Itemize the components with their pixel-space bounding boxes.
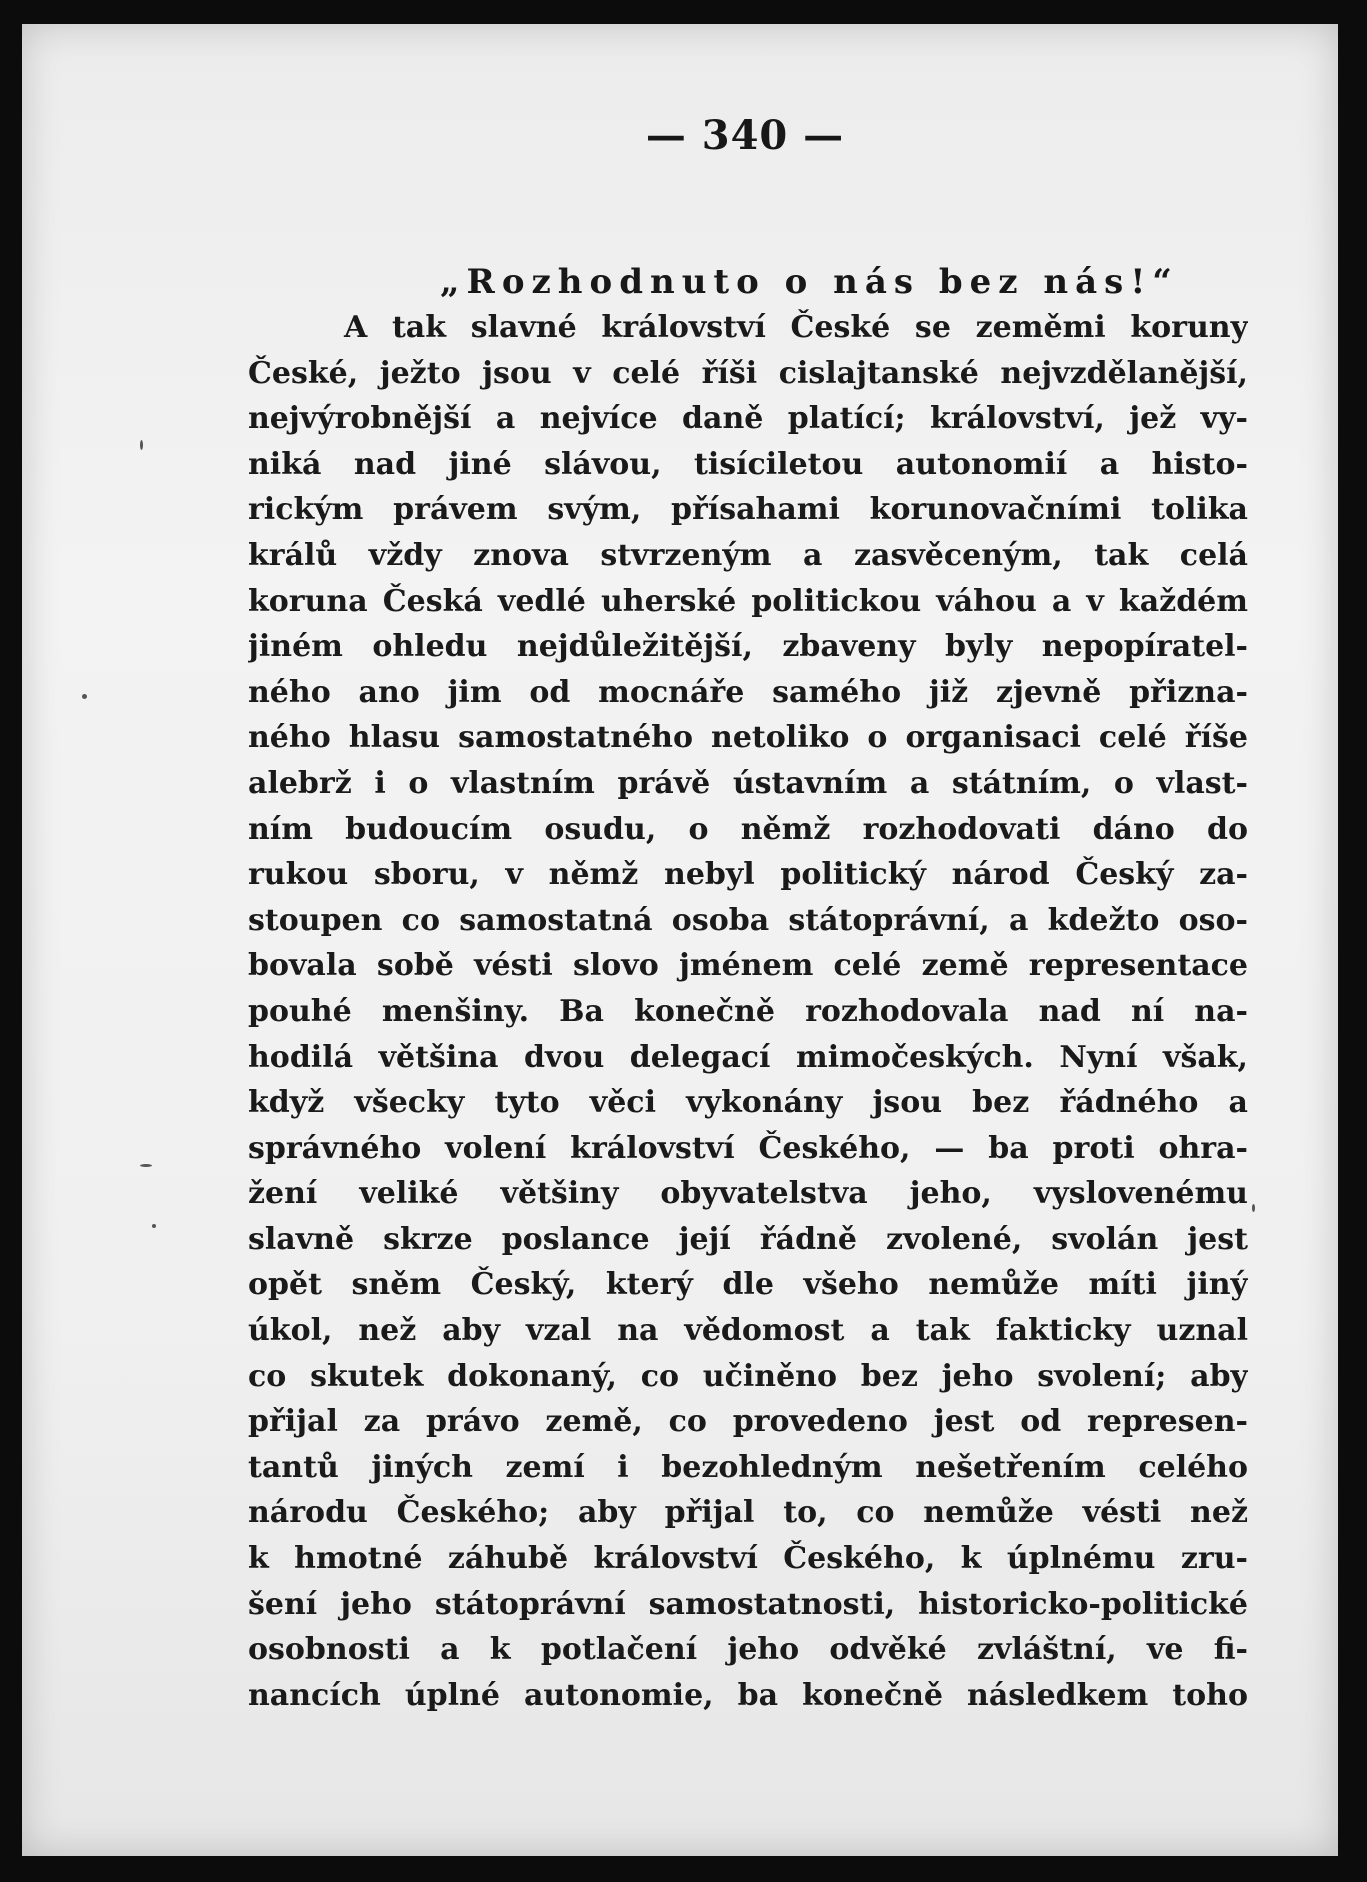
- text-line: co skutek dokonaný, co učiněno bez jeho svolení; aby: [248, 1358, 1248, 1394]
- text-line: šení jeho státoprávní samostatnosti, historicko-politické: [248, 1586, 1248, 1622]
- text-line: nancích úplné autonomie, ba konečně následkem toho: [248, 1677, 1248, 1713]
- dust-speck: [152, 1224, 156, 1228]
- text-line: hodilá většina dvou delegací mimočeských. Nyní však,: [248, 1039, 1248, 1075]
- text-line: rukou sboru, v němž nebyl politický národ Český za-: [248, 857, 1248, 893]
- section-heading: „Rozhodnuto o nás bez nás!“: [440, 262, 1179, 302]
- text-line: České, ježto jsou v celé říši cislajtanské nejvzdělanější,: [248, 355, 1248, 391]
- text-line: niká nad jiné slávou, tisíciletou autonomií a histo-: [248, 446, 1248, 482]
- text-line: opět sněm Český, který dle všeho nemůže míti jiný: [248, 1267, 1248, 1303]
- page-number: — 340 —: [645, 112, 845, 159]
- text-line: národu Českého; aby přijal to, co nemůže vésti než: [248, 1495, 1248, 1531]
- text-line: koruna Česká vedlé uherské politickou váhou a v každém: [248, 583, 1248, 619]
- text-line: nejvýrobnější a nejvíce daně platící; království, jež vy-: [248, 401, 1248, 437]
- text-line: ného ano jim od mocnáře samého již zjevně přizna-: [248, 674, 1248, 710]
- body-paragraph: [248, 305, 1248, 1718]
- text-line: žení veliké většiny obyvatelstva jeho, vyslovenému: [248, 1176, 1248, 1212]
- text-line: pouhé menšiny. Ba konečně rozhodovala nad ní na-: [248, 993, 1248, 1029]
- text-line: když všecky tyto věci vykonány jsou bez řádného a: [248, 1085, 1248, 1121]
- text-line: stoupen co samostatná osoba státoprávní, a kdežto oso-: [248, 902, 1248, 938]
- text-line: bovala sobě vésti slovo jménem celé země representace: [248, 948, 1248, 984]
- text-line: ním budoucím osudu, o němž rozhodovati dáno do: [248, 811, 1248, 847]
- text-line: správného volení království Českého, — ba proti ohra-: [248, 1130, 1248, 1166]
- dust-speck: [82, 694, 87, 699]
- text-line: slavně skrze poslance její řádně zvolené, svolán jest: [248, 1221, 1248, 1257]
- text-line: králů vždy znova stvrzeným a zasvěceným, tak celá: [248, 537, 1248, 573]
- text-line: přijal za právo země, co provedeno jest od represen-: [248, 1404, 1248, 1440]
- dust-speck: [140, 1164, 152, 1167]
- text-line: jiném ohledu nejdůležitější, zbaveny byly nepopíratel-: [248, 629, 1248, 665]
- dust-speck: [140, 440, 143, 450]
- text-line: rickým právem svým, přísahami korunovačními tolika: [248, 492, 1248, 528]
- text-line: osobnosti a k potlačení jeho odvěké zvláštní, ve fi-: [248, 1632, 1248, 1668]
- text-line: alebrž i o vlastním právě ústavním a státním, o vlast-: [248, 765, 1248, 801]
- text-line: ného hlasu samostatného netoliko o organisaci celé říše: [248, 720, 1248, 756]
- text-line: k hmotné záhubě království Českého, k úplnému zru-: [248, 1541, 1248, 1577]
- dust-speck: [1252, 1204, 1255, 1212]
- text-line: A tak slavné království České se zeměmi koruny: [344, 310, 1248, 345]
- text-line: úkol, než aby vzal na vědomost a tak fakticky uznal: [248, 1313, 1248, 1349]
- text-line: tantů jiných zemí i bezohledným nešetřením celého: [248, 1449, 1248, 1485]
